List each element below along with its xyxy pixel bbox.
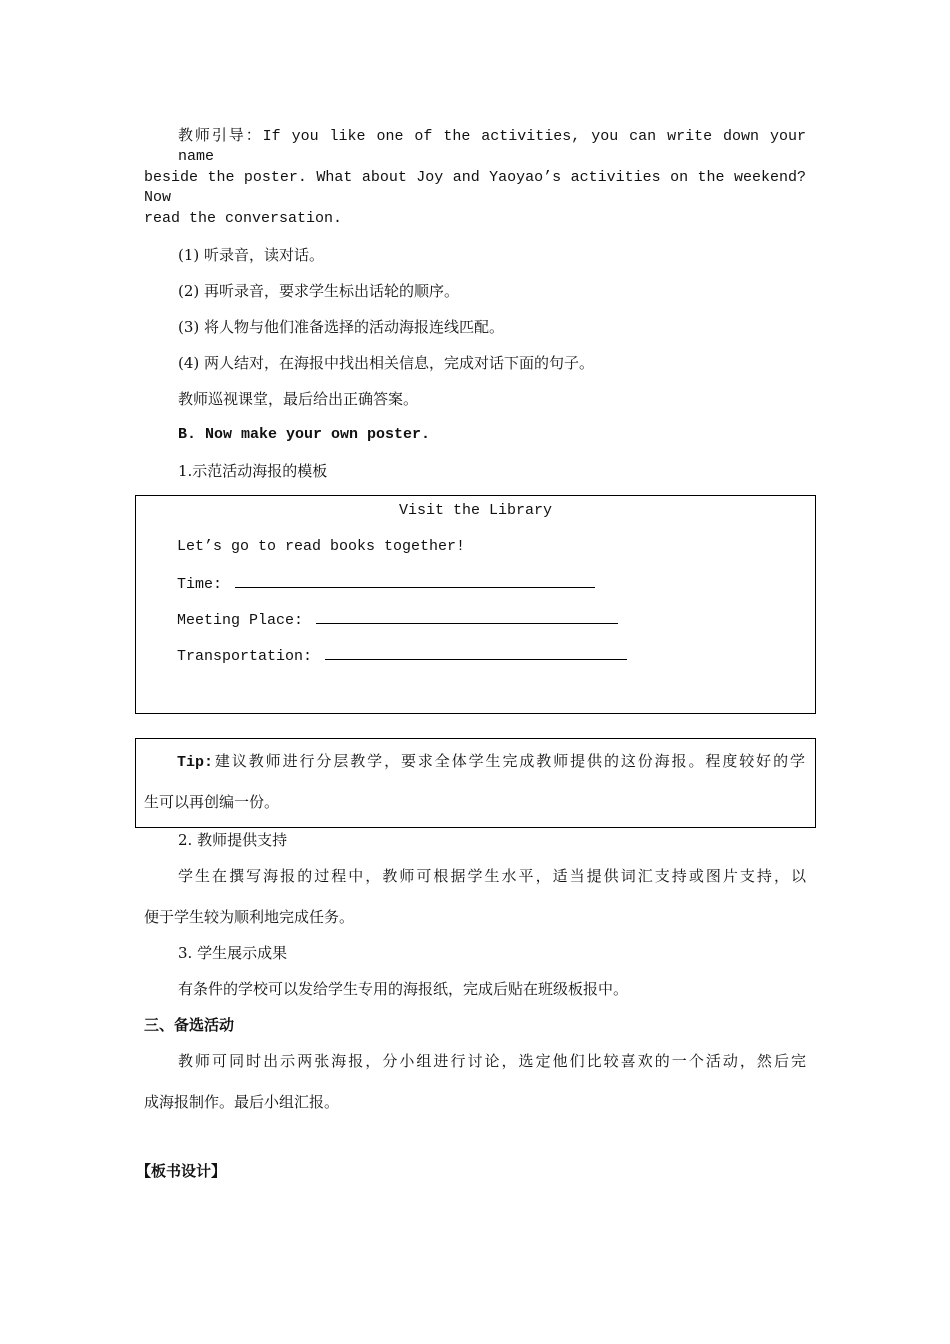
- tip-box: [135, 738, 816, 828]
- section-3-line-1: 教师可同时出示两张海报，分小组进行讨论，选定他们比较喜欢的一个活动，然后完: [178, 1052, 806, 1070]
- patrol-text: 教师巡视课堂，最后给出正确答案。: [178, 390, 419, 408]
- section-3-line-2: 成海报制作。最后小组汇报。: [144, 1093, 340, 1111]
- poster-transport-blank: [325, 645, 627, 660]
- item-2: 2. 教师提供支持: [178, 831, 288, 849]
- poster-time-row: [177, 573, 595, 595]
- step-1: (1) 听录音，读对话。: [178, 246, 325, 264]
- tip-line-1: Tip:建议教师进行分层教学，要求全体学生完成教师提供的这份海报。程度较好的学: [177, 752, 805, 771]
- section-3-heading: 三、备选活动: [144, 1016, 235, 1034]
- intro-line-2: beside the poster. What about Joy and Yaoyao’s activities on the weekend? Now: [144, 169, 806, 206]
- board-design-heading: 【板书设计】: [136, 1162, 227, 1180]
- item-3-text: 有条件的学校可以发给学生专用的海报纸，完成后贴在班级板报中。: [178, 980, 629, 998]
- intro-line-1: 教师引导：If you like one of the activities, you can write down your name: [178, 128, 806, 165]
- section-b-heading: B. Now make your own poster.: [178, 426, 431, 443]
- step-4: (4) 两人结对，在海报中找出相关信息，完成对话下面的句子。: [178, 354, 595, 372]
- poster-tagline: Let’s go to read books together!: [177, 538, 466, 555]
- tip-label: Tip:: [177, 754, 214, 771]
- poster-transport-label: Transportation:: [177, 648, 313, 665]
- item-3: 3. 学生展示成果: [178, 944, 288, 962]
- intro-line-3: read the conversation.: [144, 210, 343, 227]
- poster-title: Visit the Library: [398, 502, 553, 519]
- poster-place-row: [177, 609, 618, 631]
- poster-transport-row: [177, 645, 627, 667]
- poster-place-label: Meeting Place:: [177, 612, 304, 629]
- item-2-text-line-1: 学生在撰写海报的过程中，教师可根据学生水平，适当提供词汇支持或图片支持，以: [178, 867, 806, 885]
- poster-time-blank: [235, 573, 595, 588]
- step-3: (3) 将人物与他们准备选择的活动海报连线匹配。: [178, 318, 505, 336]
- poster-time-label: Time:: [177, 576, 223, 593]
- item-2-text-line-2: 便于学生较为顺利地完成任务。: [144, 908, 355, 926]
- poster-template-box: [135, 495, 816, 714]
- tip-line-2: 生可以再创编一份。: [144, 793, 280, 811]
- step-2: (2) 再听录音，要求学生标出话轮的顺序。: [178, 282, 460, 300]
- item-1: 1.示范活动海报的模板: [178, 462, 328, 480]
- poster-place-blank: [316, 609, 618, 624]
